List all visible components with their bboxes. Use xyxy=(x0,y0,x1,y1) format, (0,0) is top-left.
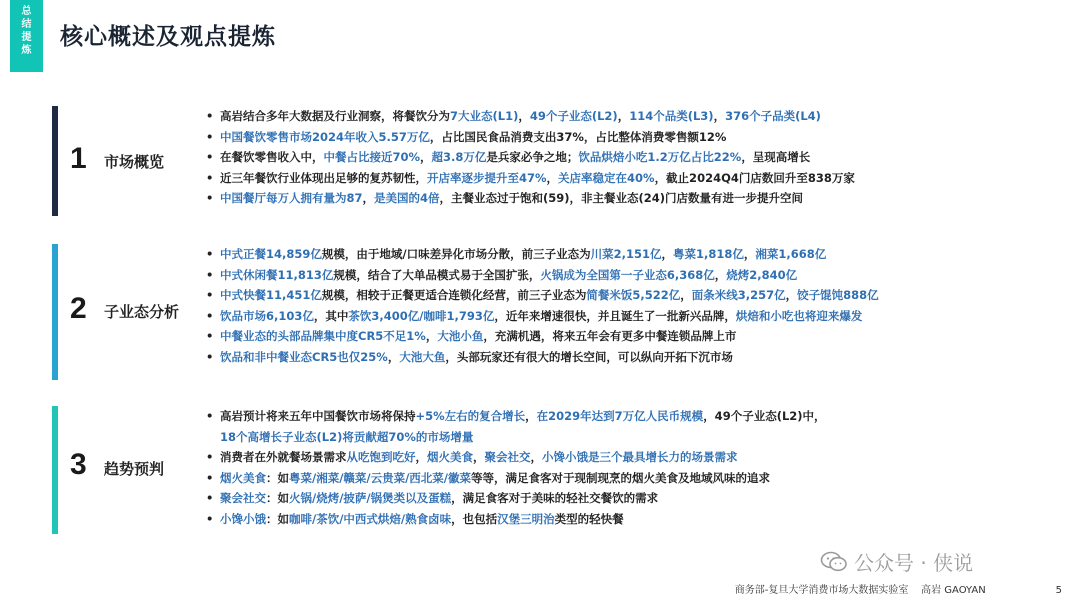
highlight-text: 饮品和非中餐业态CR5也仅25% xyxy=(220,349,388,364)
section-number: 2 xyxy=(70,292,87,325)
highlight-text: 汉堡三明治 xyxy=(497,511,555,526)
bullet-item xyxy=(206,244,1006,265)
bullet-text: 近三年餐饮行业体现出足够的复苏韧性， xyxy=(220,170,427,185)
bullet-text: 高岩结合多年大数据及行业洞察，将餐饮分为 xyxy=(220,109,450,123)
bullet-text: ，呈现高增长 xyxy=(741,150,811,164)
highlight-text: 中式休闲餐11,813亿 xyxy=(220,267,334,282)
highlight-text: 114个品类(L3) xyxy=(629,109,714,123)
watermark xyxy=(820,547,973,576)
highlight-text: 超3.8万亿 xyxy=(431,150,487,164)
wechat-icon xyxy=(820,551,848,573)
highlight-text: 聚会社交 xyxy=(484,450,531,464)
bullet-text: ， xyxy=(473,450,485,464)
section-subsector-analysis xyxy=(52,244,1052,380)
footer-brand: 高岩 GAOYAN xyxy=(921,585,986,596)
footer-source: 商务部-复旦大学消费市场大数据实验室 xyxy=(734,585,909,596)
bullet-text: ，其中 xyxy=(313,308,349,323)
bullet-text: ， xyxy=(415,450,427,464)
bullet-text: ，主餐业态过于饱和(59)，非主餐业态(24)门店数量有进一步提升空间 xyxy=(439,191,804,205)
side-tab-text: 总 结 提 炼 xyxy=(21,6,32,56)
bullet-list xyxy=(206,406,1006,529)
highlight-text: 简餐米饭5,522亿 xyxy=(586,288,681,302)
highlight-text: 小馋小饿是三个最具增长力的场景需求 xyxy=(542,450,738,464)
section-bar xyxy=(52,106,58,216)
bullet-item xyxy=(206,106,1006,127)
bullet-item xyxy=(206,168,1006,189)
bullet-text: ， xyxy=(661,247,673,261)
highlight-text: 火锅成为全国第一子业态6,368亿 xyxy=(540,267,715,282)
bullet-text: 高岩预计将来五年中国餐饮市场将保持 xyxy=(220,409,416,423)
highlight-text: +5%左右的复合增长 xyxy=(415,409,526,423)
bullet-text: ， xyxy=(546,170,559,185)
highlight-text: 中餐业态的头部品牌集中度CR5不足1% xyxy=(220,329,426,343)
bullet-item xyxy=(206,285,1006,306)
bullet-item xyxy=(206,265,1006,286)
bullet-text: 规模，结合了大单品模式易于全国扩张， xyxy=(333,267,541,282)
highlight-text: 聚会社交 xyxy=(220,491,266,505)
bullet-text: ，头部玩家还有很大的增长空间，可以纵向开拓下沉市场 xyxy=(445,349,733,364)
section-label: 子业态分析 xyxy=(104,303,180,321)
bullet-text: ，截止2024Q4门店数回升至838万家 xyxy=(654,170,855,185)
bullet-item xyxy=(206,147,1006,168)
highlight-text: 大池小鱼 xyxy=(437,329,484,343)
highlight-text: 开店率逐步提升至47% xyxy=(427,170,547,185)
highlight-text: 中国餐厅每万人拥有量为87 xyxy=(220,191,363,205)
highlight-text: 川菜2,151亿 xyxy=(590,247,662,261)
highlight-text: 烟火美食 xyxy=(427,450,473,464)
page-number: 5 xyxy=(1055,585,1062,596)
highlight-text: 烟火美食 xyxy=(220,470,266,485)
highlight-text: 7大业态(L1) xyxy=(450,109,519,123)
highlight-text: 376个子品类(L4) xyxy=(725,109,821,123)
highlight-text: 饮品烘焙小吃1.2万亿占比22% xyxy=(578,150,742,164)
bullet-item xyxy=(206,488,1006,509)
bullet-text: 规模，由于地域/口味差异化市场分散，前三子业态为 xyxy=(321,247,591,261)
section-number: 3 xyxy=(70,448,87,481)
bullet-text: ， xyxy=(617,109,630,123)
section-market-overview xyxy=(52,106,1052,216)
bullet-text: 规模，相较于正餐更适合连锁化经营，前三子业态为 xyxy=(321,288,587,302)
bullet-text: ，近年来增速很快，并且诞生了一批新兴品牌， xyxy=(494,308,736,323)
section-bar xyxy=(52,244,58,380)
highlight-text: 火锅/烧烤/披萨/锅煲类以及蛋糕 xyxy=(289,491,452,505)
highlight-text: 粤菜1,818亿 xyxy=(672,247,744,261)
highlight-text: 49个子业态(L2) xyxy=(529,109,618,123)
bullet-item xyxy=(206,468,1006,489)
bullet-text: ，满足食客对于美味的轻社交餐饮的需求 xyxy=(451,491,659,505)
bullet-text: 在餐饮零售收入中， xyxy=(220,150,324,164)
highlight-text: 中餐占比接近70% xyxy=(323,150,421,164)
highlight-text: 关店率稳定在40% xyxy=(558,170,655,185)
bullet-item xyxy=(206,447,1006,468)
bullet-item xyxy=(206,326,1006,347)
highlight-text: 是美国的4倍 xyxy=(374,191,440,205)
highlight-text: 从吃饱到吃好 xyxy=(346,450,416,464)
highlight-text: 大池大鱼 xyxy=(399,349,446,364)
bullet-text: ， xyxy=(713,109,726,123)
bullet-text: ， xyxy=(743,247,756,261)
bullet-item xyxy=(206,306,1006,327)
highlight-text: 烧烤2,840亿 xyxy=(726,267,798,282)
bullet-item xyxy=(206,406,1006,447)
bullet-list xyxy=(206,244,1006,367)
highlight-text: 湘菜1,668亿 xyxy=(755,247,827,261)
bullet-item xyxy=(206,188,1006,209)
highlight-text: 饮品市场6,103亿 xyxy=(220,308,314,323)
highlight-text: 18个高增长子业态(L2)将贡献超70%的市场增量 xyxy=(220,429,474,444)
highlight-text: 茶饮3,400亿/咖啡1,793亿 xyxy=(348,308,495,323)
section-number: 1 xyxy=(70,142,87,175)
bullet-text: ，49个子业态(L2)中， xyxy=(703,409,826,423)
highlight-text: 面条米线3,257亿 xyxy=(691,288,786,302)
bullet-text: ， xyxy=(518,109,530,123)
bullet-text: ， xyxy=(362,191,375,205)
bullet-text: ， xyxy=(525,409,537,423)
highlight-text: 中国餐饮零售市场2024年收入5.57万亿 xyxy=(220,129,430,144)
side-tab xyxy=(10,0,43,72)
watermark-text: 公众号 · 侠说 xyxy=(854,551,974,575)
bullet-text: ， xyxy=(785,288,798,302)
bullet-item xyxy=(206,509,1006,530)
bullet-text: ，占比国民食品消费支出37%，占比整体消费零售额12% xyxy=(429,129,727,144)
bullet-list xyxy=(206,106,1006,209)
highlight-text: 在2029年达到7万亿人民币规模 xyxy=(536,409,704,423)
bullet-text: 等等，满足食客对于现制现烹的烟火美食及地域风味的追求 xyxy=(471,470,770,485)
bullet-text: ， xyxy=(387,349,400,364)
highlight-text: 烘焙和小吃也将迎来爆发 xyxy=(735,308,863,323)
section-trend-forecast xyxy=(52,406,1052,534)
highlight-text: 咖啡/茶饮/中西式烘焙/熟食卤味 xyxy=(289,511,452,526)
section-label: 市场概览 xyxy=(104,153,165,171)
bullet-text: 类型的轻快餐 xyxy=(554,511,624,526)
section-bar xyxy=(52,406,58,534)
bullet-text: ，也包括 xyxy=(451,511,498,526)
bullet-text: ， xyxy=(425,329,438,343)
bullet-text: ， xyxy=(530,450,542,464)
bullet-item xyxy=(206,347,1006,368)
section-label: 趋势预判 xyxy=(104,460,165,478)
bullet-text: ， xyxy=(420,150,432,164)
highlight-text: 小馋小饿 xyxy=(220,511,266,526)
bullet-text: ：如 xyxy=(266,491,289,505)
highlight-text: 饺子馄饨888亿 xyxy=(797,288,879,302)
highlight-text: 中式正餐14,859亿 xyxy=(220,247,322,261)
bullet-text: ， xyxy=(680,288,692,302)
bullet-item xyxy=(206,127,1006,148)
bullet-text: ：如 xyxy=(266,470,289,485)
footer xyxy=(735,581,1062,596)
page-title: 核心概述及观点提炼 xyxy=(60,24,276,50)
highlight-text: 中式快餐11,451亿 xyxy=(220,288,322,302)
bullet-text: ，充满机遇，将来五年会有更多中餐连锁品牌上市 xyxy=(483,329,737,343)
bullet-text: 消费者在外就餐场景需求 xyxy=(220,450,347,464)
highlight-text: 粤菜/湘菜/赣菜/云贵菜/西北菜/徽菜 xyxy=(289,470,471,485)
bullet-text: ：如 xyxy=(266,511,289,526)
bullet-text: ， xyxy=(714,267,727,282)
bullet-text: 是兵家必争之地； xyxy=(486,150,579,164)
